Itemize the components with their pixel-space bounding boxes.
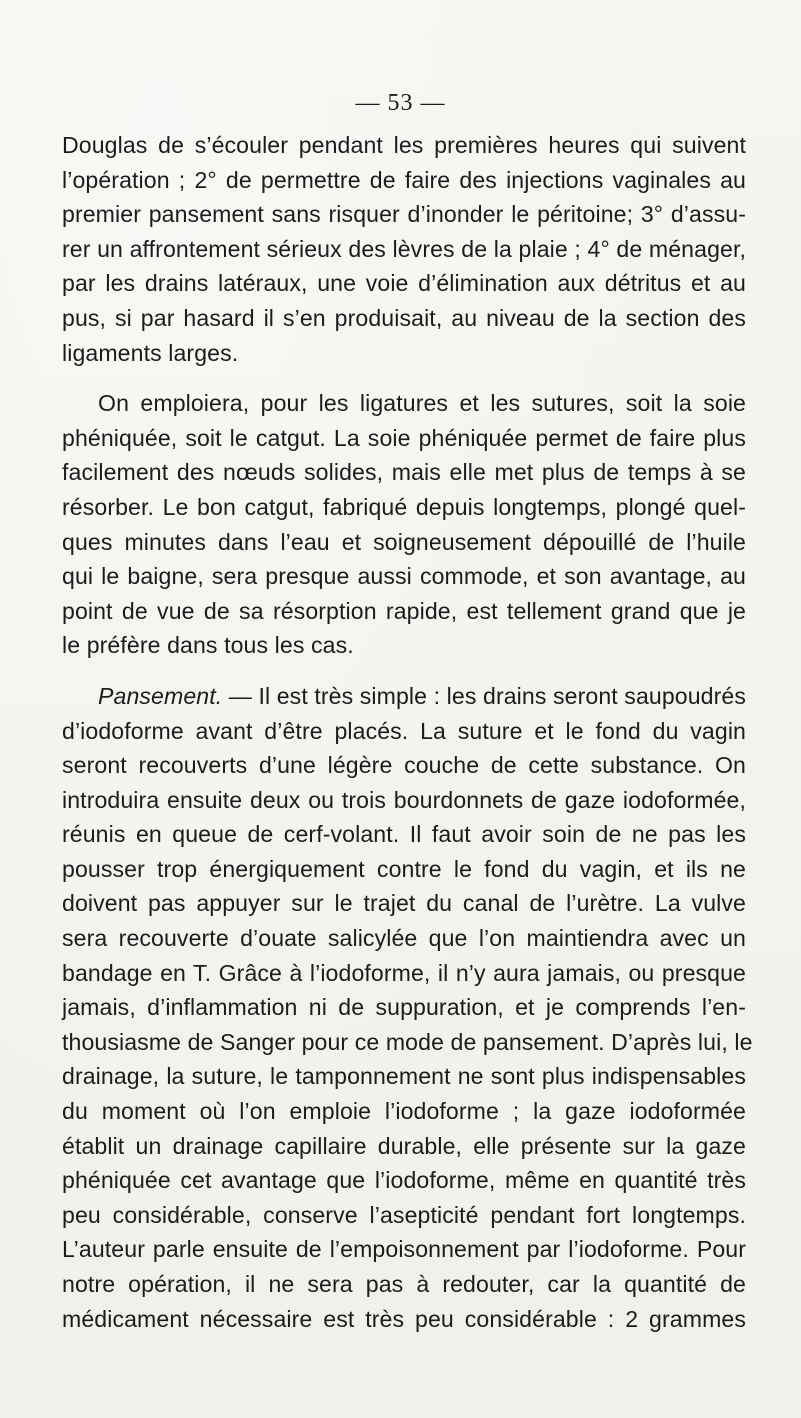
text-line: facilement des nœuds solides, mais elle met plus de temps à se [62, 459, 746, 486]
text-line: rer un affrontement sérieux des lèvres de la plaie ; 4° de ménager, [62, 235, 746, 262]
text-line: doivent pas appuyer sur le trajet du canal de l’urètre. La vulve [62, 890, 746, 917]
text-line: établit un drainage capillaire durable, elle présente sur la gaze [62, 1132, 746, 1159]
text-line: L’auteur parle ensuite de l’empoisonnement par l’iodoforme. Pour [62, 1236, 746, 1263]
paragraph-3 [62, 679, 753, 1336]
text-line: Douglas de s’écouler pendant les premières heures qui suivent [62, 132, 746, 158]
text-line: par les drains latéraux, une voie d’élimination aux détritus et au [62, 270, 746, 297]
text-line: réunis en queue de cerf-volant. Il faut avoir soin de ne pas les [62, 821, 746, 848]
text-line: d’iodoforme avant d’être placés. La suture et le fond du vagin [62, 717, 746, 744]
paragraph-1 [62, 128, 746, 370]
text-line: le préfère dans tous les cas. [62, 632, 354, 659]
text-line: phéniquée, soit le catgut. La soie phéniquée permet de faire plus [62, 424, 746, 451]
text-line: pus, si par hasard il s’en produisait, au niveau de la section des [62, 304, 746, 331]
section-lead: Pansement. [98, 682, 223, 709]
text-line: drainage, la suture, le tamponnement ne sont plus indispensables [62, 1063, 746, 1090]
body-text [62, 128, 753, 1352]
text-line: sera recouverte d’ouate salicylée que l’on maintiendra avec un [62, 925, 746, 952]
page-number: — 53 — [355, 90, 446, 116]
text-line: seront recouverts d’une légère couche de cette substance. On [62, 752, 746, 779]
text-line: du moment où l’on emploie l’iodoforme ; la gaze iodoformée [62, 1098, 746, 1125]
text-line: résorber. Le bon catgut, fabriqué depuis longtemps, plongé quel- [62, 493, 746, 520]
text-line: ques minutes dans l’eau et soigneusement dépouillé de l’huile [62, 528, 746, 555]
text-line: notre opération, il ne sera pas à redouter, car la quantité de [62, 1271, 746, 1297]
text-line: jamais, d’inflammation ni de suppuration, et je comprends l’en- [62, 994, 746, 1021]
text-line: médicament nécessaire est très peu considérable : 2 grammes [62, 1305, 746, 1332]
text-line: On emploiera, pour les ligatures et les sutures, soit la soie [98, 390, 746, 417]
text-line: qui le baigne, sera presque aussi commode, et son avantage, au [62, 563, 746, 590]
text-line: peu considérable, conserve l’asepticité pendant fort longtemps. [62, 1201, 746, 1228]
text-line: pousser trop énergiquement contre le fond du vagin, et ils ne [62, 855, 746, 882]
text-line: ligaments larges. [62, 339, 239, 366]
text-line: thousiasme de Sanger pour ce mode de pansement. D’après lui, le [62, 1028, 753, 1055]
text-line: bandage en T. Grâce à l’iodoforme, il n’y aura jamais, ou presque [62, 959, 746, 986]
paragraph-2 [62, 386, 746, 663]
text-line: introduira ensuite deux ou trois bourdonnets de gaze iodoformée, [62, 786, 746, 813]
text-line: l’opération ; 2° de permettre de faire des injections vaginales au [62, 166, 746, 193]
text-line: point de vue de sa résorption rapide, est tellement grand que je [62, 597, 746, 624]
text-line-rest: — Il est très simple : les drains seront saupoudrés [222, 682, 746, 709]
text-line-with-lead [62, 679, 746, 714]
text-line: phéniquée cet avantage que l’iodoforme, même en quantité très [62, 1167, 746, 1194]
text-line: premier pansement sans risquer d’inonder le péritoine; 3° d’assu- [62, 201, 746, 228]
